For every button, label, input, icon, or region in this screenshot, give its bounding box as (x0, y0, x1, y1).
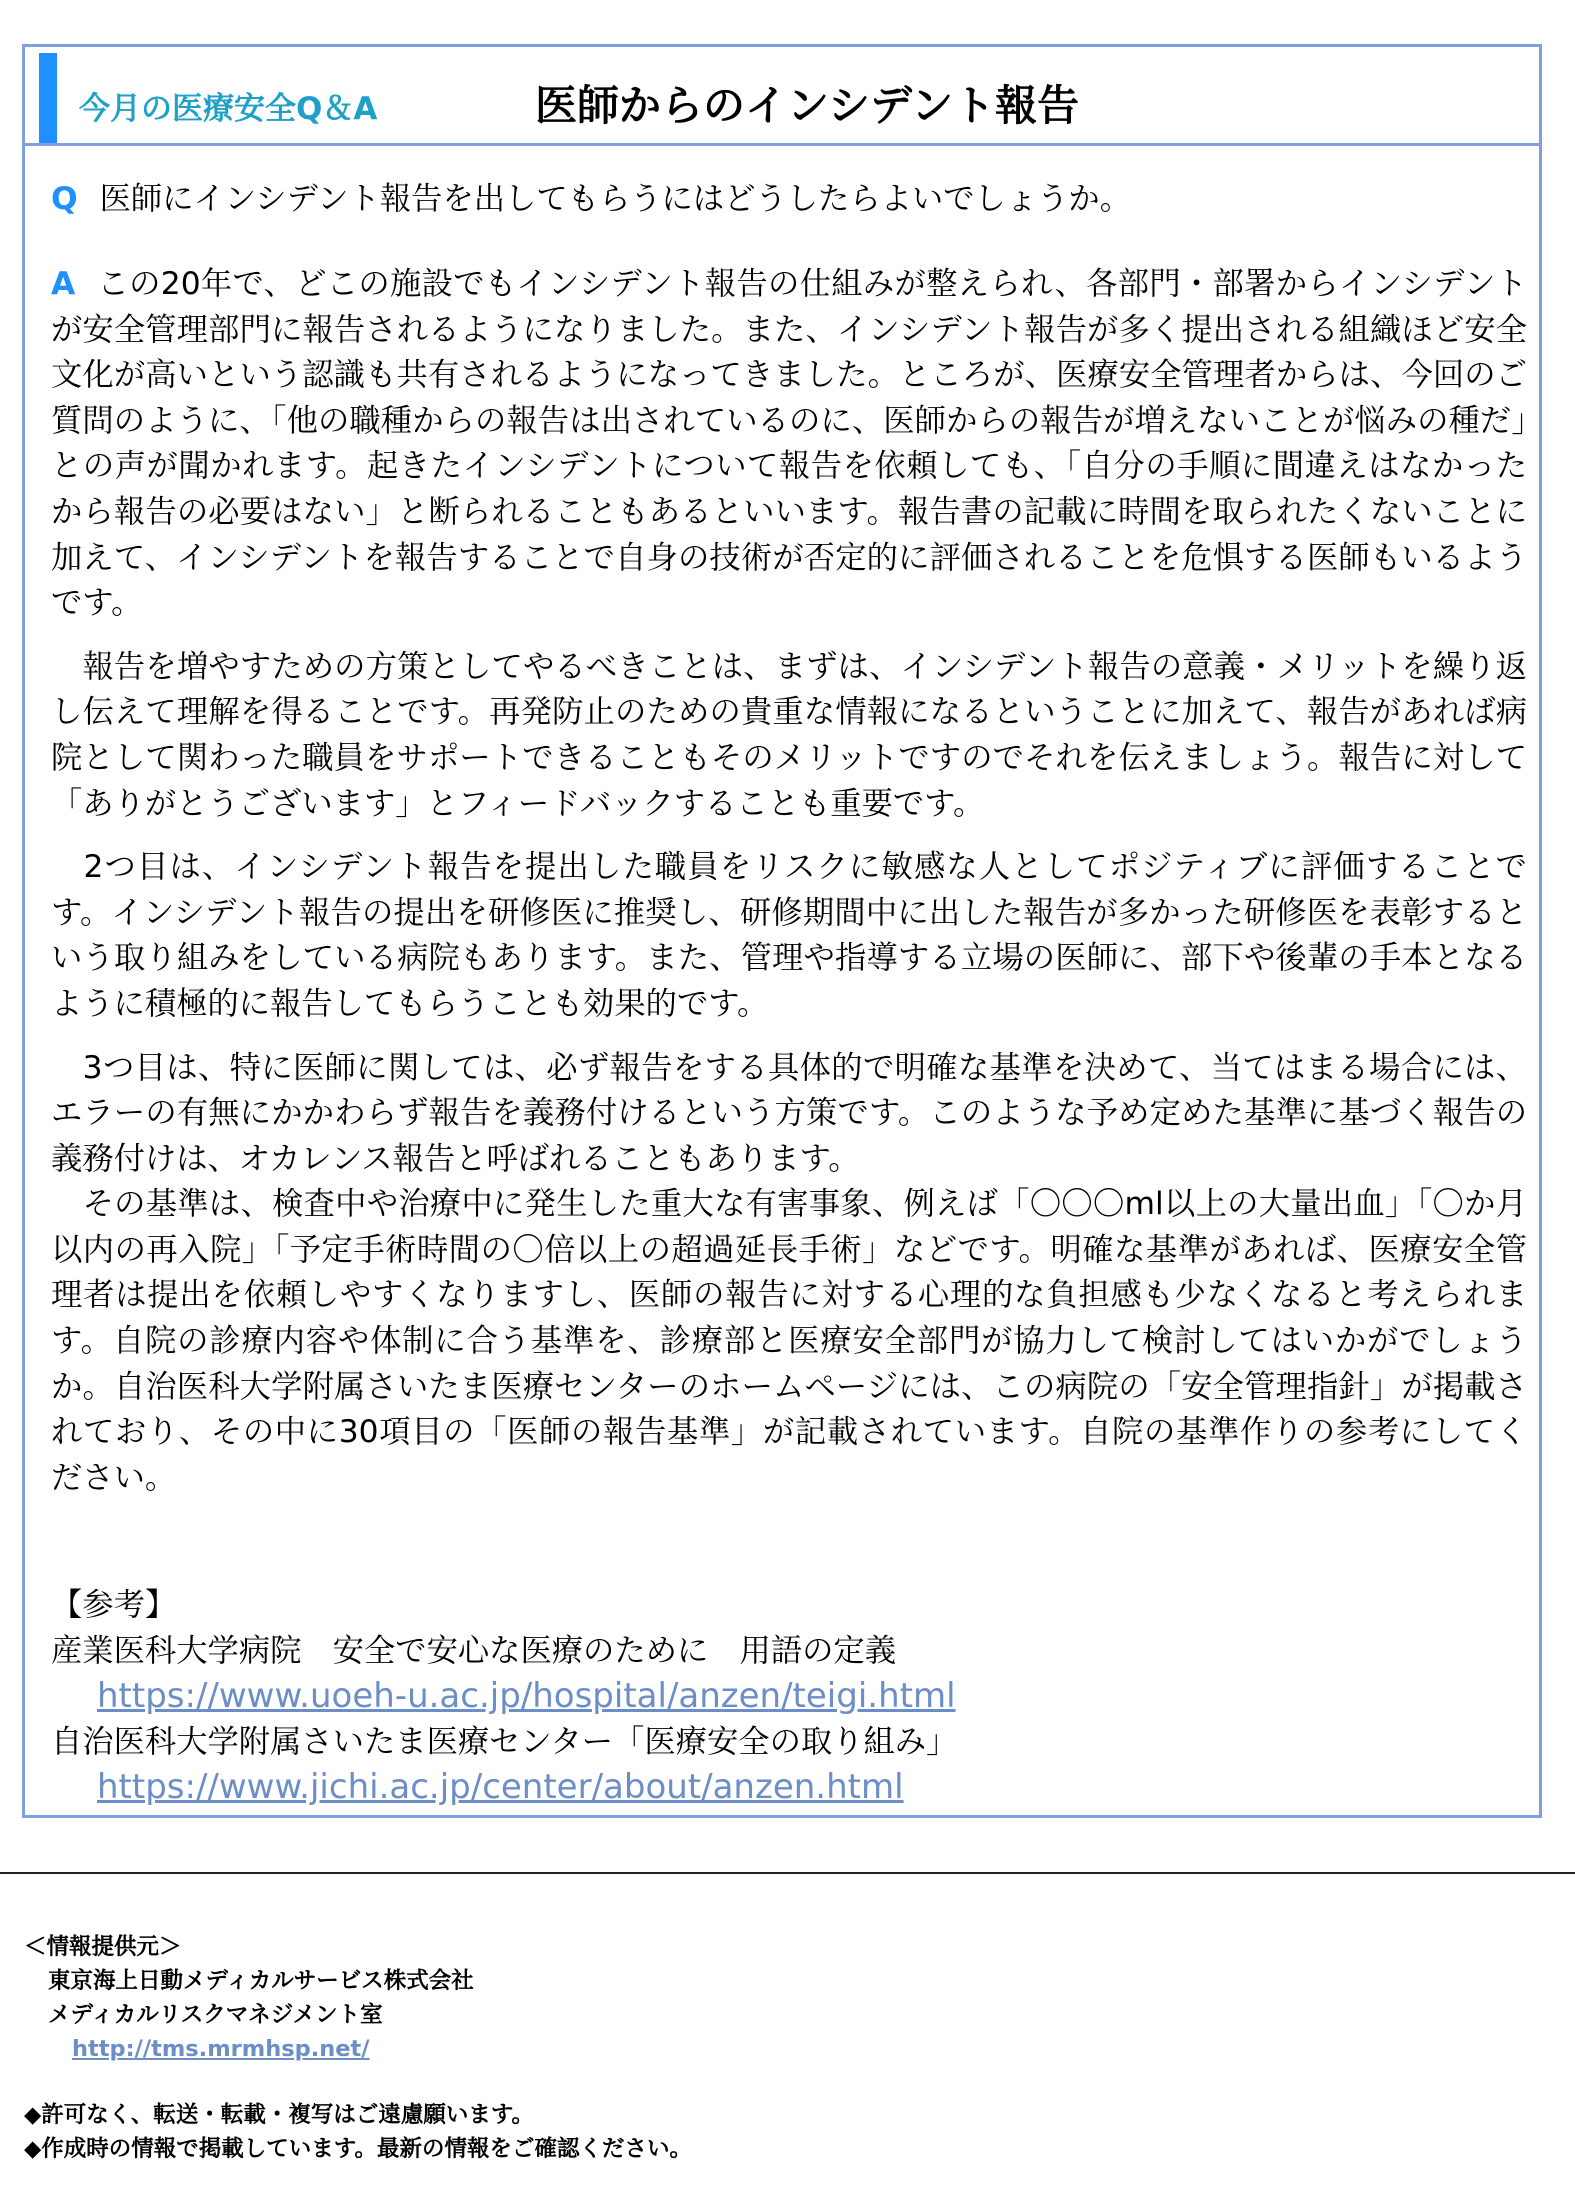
answer-paragraph: 報告を増やすための方策としてやるべきことは、まずは、インシデント報告の意義・メリットを繰り返し伝えて理解を得ることです。再発防止のための貴重な情報になるということに加えて、報告があれば病院として関わった職員をサポートできることもそのメリットですのでそれを伝えましょう。報告に対して「ありがとうございます」とフィードバックすることも重要です。 (51, 648, 1527, 822)
reference-title: 自治医科大学附属さいたま医療センター「医療安全の取り組み」 (51, 1723, 958, 1760)
provider-link[interactable]: http://tms.mrmhsp.net/ (72, 2036, 370, 2062)
reference-link[interactable]: https://www.jichi.ac.jp/center/about/anzen.html (97, 1767, 904, 1808)
reference-title: 産業医科大学病院 安全で安心な医療のために 用語の定義 (51, 1632, 897, 1669)
provider-department: メディカルリスクマネジメント室 (48, 2002, 383, 2028)
question-block (51, 177, 1527, 223)
answer-paragraph: この20年で、どこの施設でもインシデント報告の仕組みが整えられ、各部門・部署からインシデントが安全管理部門に報告されるようになりました。また、インシデント報告が多く提出される組織ほど安全文化が高いという認識も共有されるようになってきました。ところが、医療安全管理者からは、今回のご質問のように、「他の職種からの報告は出されているのに、医師からの報告が増えないことが悩みの種だ」との声が聞かれます。起きたインシデントについて報告を依頼しても、「自分の手順に間違えはなかったから報告の必要はない」と断られることもあるといいます。報告書の記載に時間を取られたくないことに加えて、インシデントを報告することで自身の技術が否定的に評価されることを危惧する医師もいるようです。 (51, 266, 1527, 622)
answer-paragraph: その基準は、検査中や治療中に発生した重大な有害事象、例えば「〇〇〇ml以上の大量出血」「〇か月以内の再入院」「予定手術時間の〇倍以上の超過延長手術」などです。明確な基準があれば、医療安全管理者は提出を依頼しやすくなりますし、医師の報告に対する心理的な負担感も少なくなると考えられます。自院の診療内容や体制に合う基準を、診療部と医療安全部門が協力して検討してはいかがでしょうか。自治医科大学附属さいたま医療センターのホームページには、この病院の「安全管理指針」が掲載されており、その中に30項目の「医師の報告基準」が記載されています。自院の基準作りの参考にしてください。 (51, 1186, 1527, 1496)
page-title: 医師からのインシデント報告 (535, 81, 1080, 130)
footer-note: ◆作成時の情報で掲載しています。最新の情報をご確認ください。 (24, 2136, 693, 2162)
answer-paragraph: 3つ目は、特に医師に関しては、必ず報告をする具体的で明確な基準を決めて、当てはまる場合には、エラーの有無にかかわらず報告を義務付けるという方策です。このような予め定めた基準に基づく報告の義務付けは、オカレンス報告と呼ばれることもあります。 (51, 1049, 1527, 1177)
footer-provider (24, 1930, 474, 2066)
series-label: 今月の医療安全Q＆A (79, 91, 378, 127)
footer-divider (0, 1872, 1575, 1874)
provider-label: ＜情報提供元＞ (24, 1934, 182, 1960)
qa-frame (22, 44, 1542, 1818)
question-marker: Q (51, 181, 78, 217)
references (51, 1583, 1527, 1811)
answer-block (51, 262, 1527, 1501)
reference-link[interactable]: https://www.uoeh-u.ac.jp/hospital/anzen/teigi.html (97, 1676, 956, 1717)
question-text: 医師にインシデント報告を出してもらうにはどうしたらよいでしょうか。 (99, 181, 1132, 217)
footer-note: ◆許可なく、転送・転載・複写はご遠慮願います。 (24, 2102, 535, 2128)
header (25, 47, 1539, 146)
footer-notes (24, 2098, 692, 2166)
references-heading: 【参考】 (51, 1587, 177, 1623)
provider-company: 東京海上日動メディカルサービス株式会社 (48, 1968, 474, 1994)
answer-paragraph: 2つ目は、インシデント報告を提出した職員をリスクに敏感な人としてポジティブに評価することです。インシデント報告の提出を研修医に推奨し、研修期間中に出した報告が多かった研修医を表彰するという取り組みをしている病院もあります。また、管理や指導する立場の医師に、部下や後輩の手本となるように積極的に報告してもらうことも効果的です。 (51, 849, 1527, 1022)
header-accent-bar (39, 53, 57, 143)
answer-marker: A (51, 266, 76, 302)
